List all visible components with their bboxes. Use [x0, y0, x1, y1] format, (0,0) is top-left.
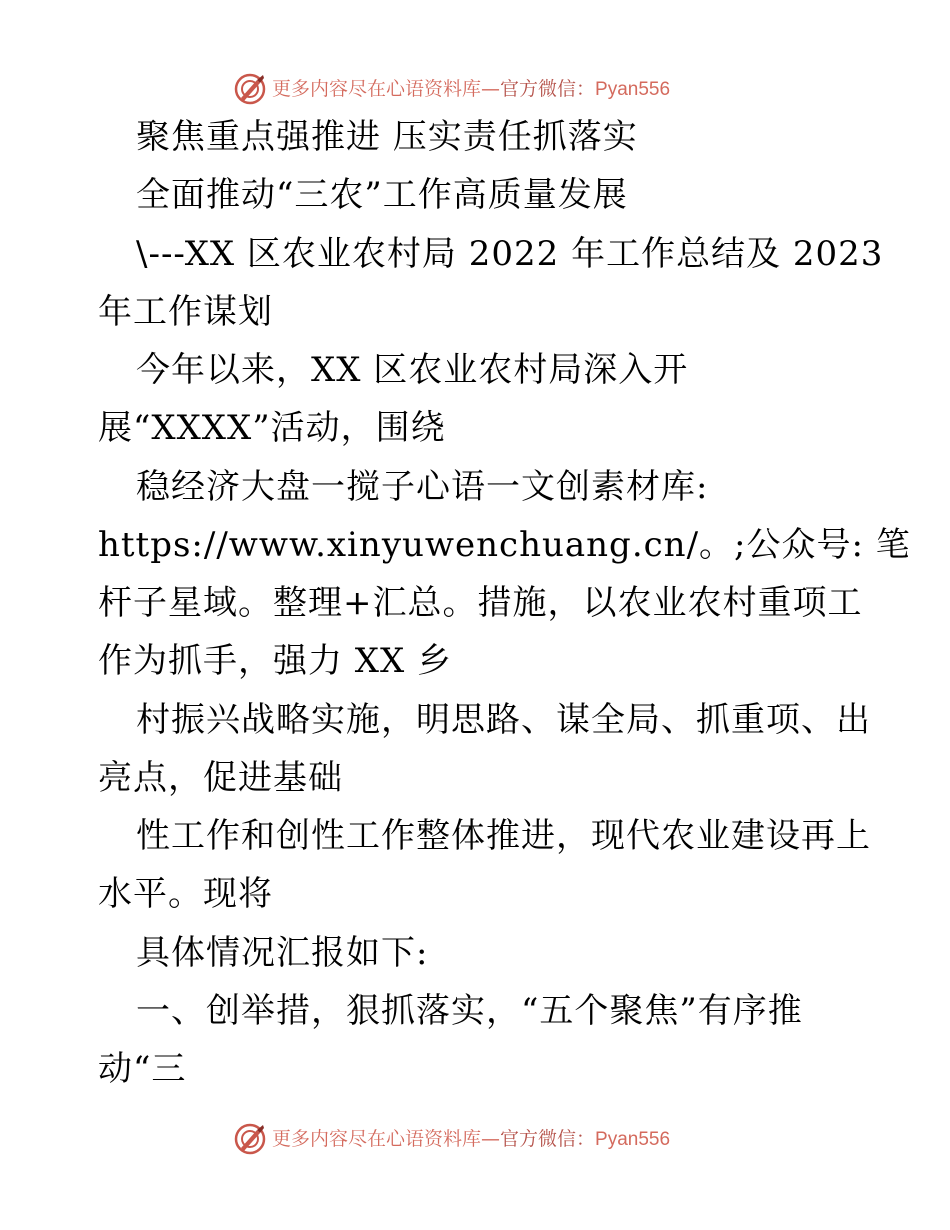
watermark-wechat-id: Pyan556 [595, 79, 671, 100]
watermark-wechat-id: Pyan556 [595, 1129, 671, 1150]
paragraph-line: 今年以来，XX 区农业农村局深入开 [136, 350, 689, 390]
paragraph-line: 展“XXXX”活动，围绕 [98, 408, 446, 448]
paragraph-line-url: https://www.xinyuwenchuang.cn/。;公众号: 笔 [98, 525, 911, 565]
subtitle-line-1: \---XX 区农业农村局 2022 年工作总结及 2023 [136, 234, 884, 274]
title-line-1: 聚焦重点强推进 压实责任抓落实 [136, 117, 638, 157]
watermark-official-label: 官方微信： [500, 1128, 596, 1150]
subtitle-line-2: 年工作谋划 [98, 292, 273, 332]
page-footer-watermark [0, 1120, 950, 1160]
paragraph-line: 杆子星域。整理+汇总。措施，以农业农村重项工 [98, 583, 863, 623]
watermark-text [272, 76, 670, 103]
pen-logo-icon [233, 72, 267, 106]
paragraph-line: 水平。现将 [98, 874, 273, 914]
paragraph-line: 村振兴战略实施，明思路、谋全局、抓重项、出 [136, 700, 871, 740]
paragraph-line: 性工作和创性工作整体推进，现代农业建设再上 [136, 816, 871, 856]
title-line-2: 全面推动“三农”工作高质量发展 [136, 175, 628, 215]
paragraph-line: 亮点，促进基础 [98, 758, 343, 798]
watermark-official-label: 官方微信： [500, 78, 596, 100]
watermark-dash: — [481, 78, 501, 100]
watermark-dash: — [481, 1128, 501, 1150]
page-header-watermark [0, 70, 950, 110]
section-heading-line: 动“三 [98, 1049, 187, 1089]
pen-logo-icon [233, 1122, 267, 1156]
section-heading-line: 一、创举措，狠抓落实，“五个聚焦”有序推 [136, 991, 803, 1031]
watermark-text [272, 1126, 670, 1153]
watermark-main-text: 更多内容尽在心语资料库 [272, 78, 482, 100]
paragraph-line: 稳经济大盘一搅子心语一文创素材库: [136, 467, 709, 507]
watermark-main-text: 更多内容尽在心语资料库 [272, 1128, 482, 1150]
paragraph-line: 具体情况汇报如下: [136, 933, 429, 973]
paragraph-line: 作为抓手，强力 XX 乡 [98, 641, 453, 681]
